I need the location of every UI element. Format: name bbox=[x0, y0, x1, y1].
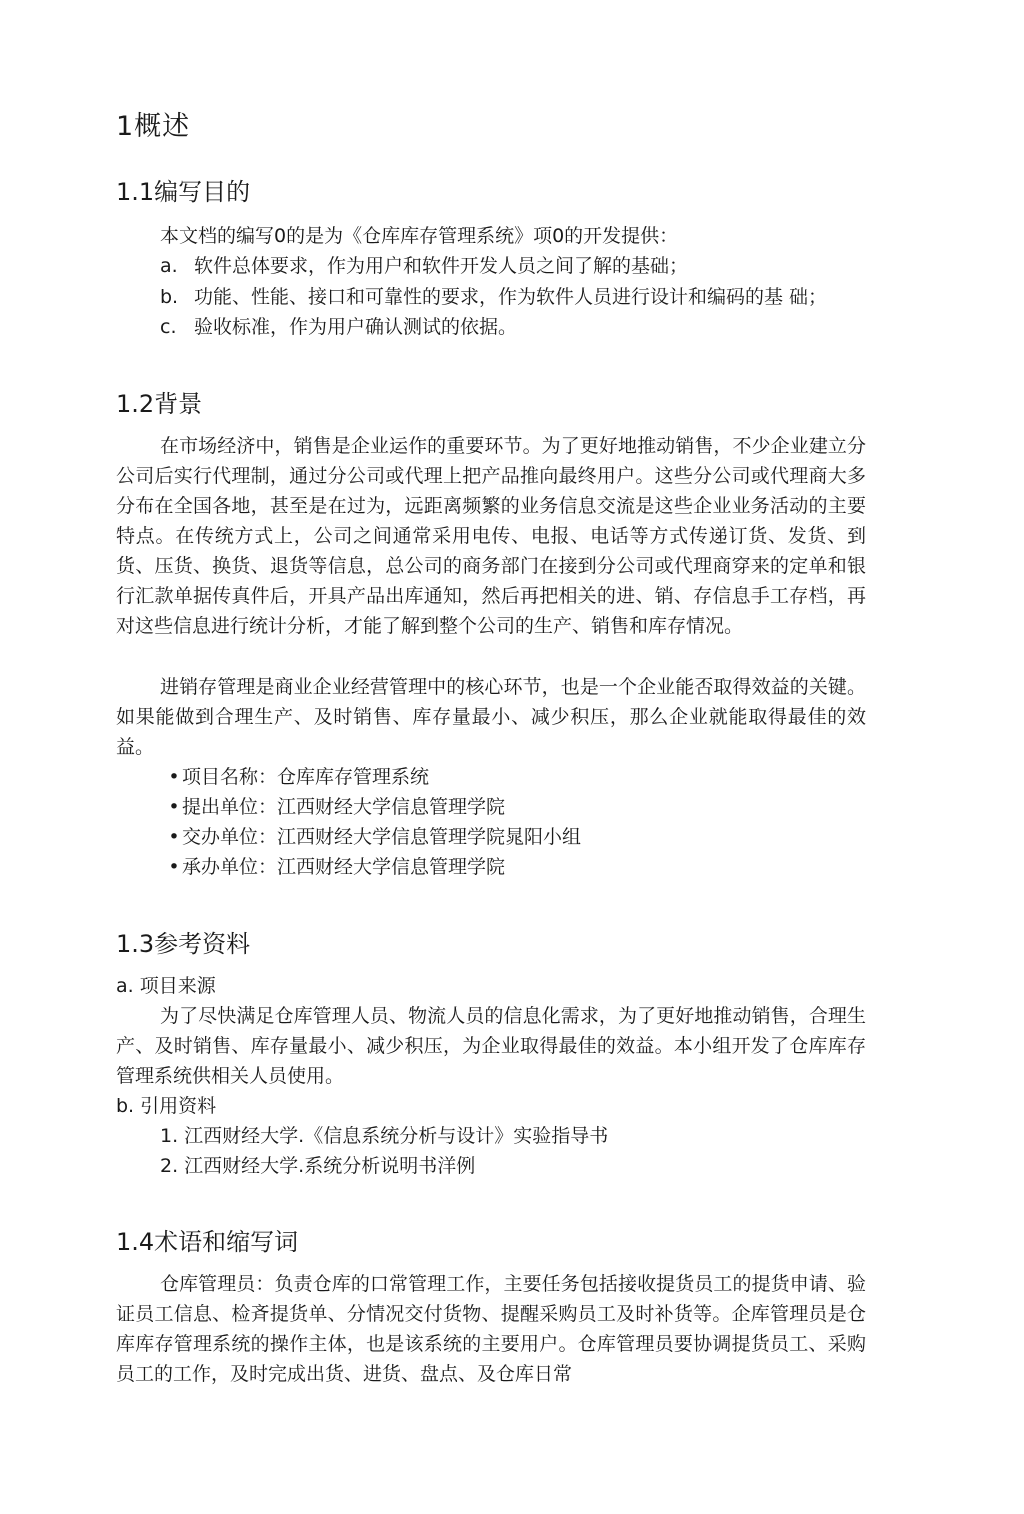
bullet-dot-icon: • bbox=[168, 826, 180, 848]
item-text: 软件总体要求，作为用户和软件开发人员之间了解的基础； bbox=[194, 255, 689, 277]
section-heading-1-4: 1.4术语和缩写词 bbox=[116, 1228, 299, 1256]
project-info-text: 交办单位：江西财经大学信息管理学院晁阳小组 bbox=[182, 826, 582, 848]
item-marker: b. bbox=[160, 286, 179, 308]
reference-item: 2. 江西财经大学.系统分析说明书洋例 bbox=[160, 1155, 476, 1177]
purpose-intro: 本文档的编写0的是为《仓库库存管理系统》项0的开发提供： bbox=[160, 225, 679, 247]
terms-paragraph: 仓库管理员：负责仓库的口常管理工作，主要任务包括接收提货员工的提货申请、验证员工信息、检斉提货单、分情况交付货物、提醒采购员工及时补货等。企库管理员是仓库库存管理系统的操作主体，也是该系统的主要用户。仓库管理员要协调提货员工、采购员工的工作，及时完成出货、进货、盘点、及仓库日常 bbox=[116, 1273, 866, 1385]
project-info-item bbox=[166, 822, 581, 852]
purpose-item bbox=[160, 282, 827, 312]
reference-subheading-b: b. 引用资料 bbox=[116, 1095, 217, 1117]
section-heading-1-3: 1.3参考资料 bbox=[116, 930, 251, 958]
purpose-item bbox=[160, 251, 688, 281]
document-title: 1概述 bbox=[116, 111, 191, 142]
bullet-dot-icon: • bbox=[168, 766, 180, 788]
background-paragraph-2: 进销存管理是商业企业经营管理中的核心环节，也是一个企业能否取得效益的关键。如果能做到合理生产、及时销售、库存量最小、减少积压，那么企业就能取得最佳的效益。 bbox=[116, 676, 866, 758]
project-info-item bbox=[166, 852, 505, 882]
project-info-text: 项目名称：仓库库存管理系统 bbox=[182, 766, 430, 788]
section-heading-1-2: 1.2背景 bbox=[116, 390, 203, 418]
item-marker: a. bbox=[160, 255, 178, 277]
project-info-text: 承办单位：江西财经大学信息管理学院 bbox=[182, 856, 506, 878]
project-info-item bbox=[166, 792, 505, 822]
reference-item: 1. 江西财经大学.《信息系统分析与设计》实验指导书 bbox=[160, 1125, 609, 1147]
background-paragraph-1: 在市场经济中，销售是企业运作的重要环节。为了更好地推动销售，不少企业建立分公司后实行代理制，通过分公司或代理上把产品推向最终用户。这些分公司或代理商大多分布在全国各地，甚至是在过为，远距离频繁的业务信息交流是这些企业业务活动的主要特点。在传统方式上，公司之间通常采用电传、电报、电话等方式传递订货、发货、到货、压货、换货、退货等信息，总公司的商务部门在接到分公司或代理商穿来的定单和银行汇款单据传真件后，开具产品出库通知，然后再把相关的进、销、存信息手工存档，再对这些信息进行统计分析，才能了解到整个公司的生产、销售和库存情况。 bbox=[116, 435, 866, 637]
item-text: 功能、性能、接口和可靠性的要求，作为软件人员进行设计和编码的基 础； bbox=[194, 286, 828, 308]
project-source-paragraph: 为了尽快满足仓库管理人员、物流人员的信息化需求，为了更好地推动销售，合理生产、及时销售、库存量最小、减少积压，为企业取得最佳的效益。本小组开发了仓库库存管理系统供相关人员使用。 bbox=[116, 1005, 866, 1087]
section-heading-1-1: 1.1编写目的 bbox=[116, 178, 251, 206]
project-info-item bbox=[166, 762, 429, 792]
item-marker: c. bbox=[160, 316, 177, 338]
reference-subheading-a: a. 项目来源 bbox=[116, 975, 216, 997]
project-info-text: 提出单位：江西财经大学信息管理学院 bbox=[182, 796, 506, 818]
bullet-dot-icon: • bbox=[168, 796, 180, 818]
purpose-item bbox=[160, 312, 517, 342]
item-text: 验收标准，作为用户确认测试的依据。 bbox=[194, 316, 518, 338]
bullet-dot-icon: • bbox=[168, 856, 180, 878]
